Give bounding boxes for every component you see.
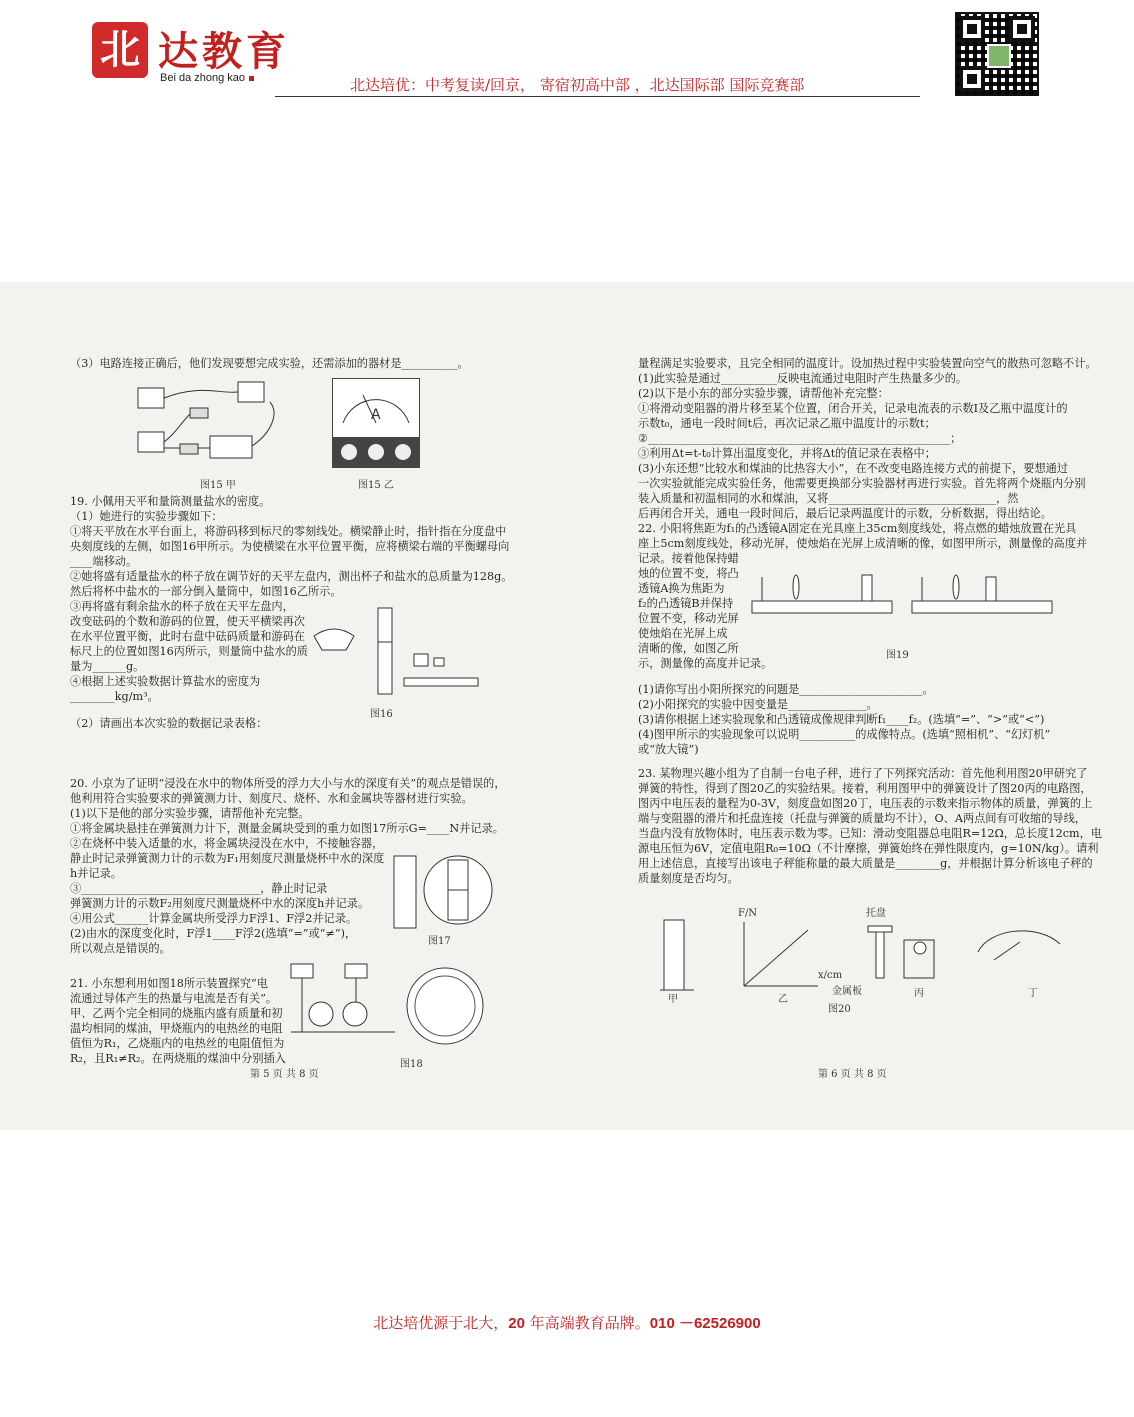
- qr-code-icon: [955, 12, 1039, 96]
- figure-20-electronic-scale: [658, 908, 1063, 1005]
- text-line: 透镜A换为焦距为: [638, 582, 725, 595]
- text-line: 在水平位置平衡，此时右盘中砝码质量和游码在: [70, 630, 305, 643]
- text-line: 端与变阻器的滑片和托盘连接（托盘与弹簧的质量均不计），O、A两点间有可收缩的导线，: [638, 812, 1086, 825]
- text-line: 央刻度线的左侧，如图16甲所示。为使横梁在水平位置平衡，应将横梁右端的平衡螺母向: [70, 540, 510, 553]
- text-line: 值恒为R₁，乙烧瓶内的电热丝的电阻值恒为: [70, 1037, 285, 1050]
- text-line: ____端移动。: [70, 555, 138, 568]
- text-line: ③________________________________，静止时记录: [70, 882, 328, 895]
- figure-17-caption: 图17: [428, 936, 451, 947]
- svg-text:A: A: [371, 407, 381, 423]
- figure-20-caption: 图20: [828, 1004, 851, 1015]
- text-line: ①将滑动变阻器的滑片移至某个位置，闭合开关，记录电流表的示数I及乙瓶中温度计的: [638, 402, 1068, 415]
- text-line: 22. 小阳将焦距为f₁的凸透镜A固定在光具座上35cm刻度线处，将点燃的蜡烛放置在光具: [638, 522, 1077, 535]
- text-line: 烛的位置不变，将凸: [638, 567, 739, 580]
- text-line: 图丙中电压表的量程为0-3V，刻度盘如图20丁，电压表的示数来指示物体的质量，弹簧的上: [638, 797, 1093, 810]
- text-line: 20. 小京为了证明“浸没在水中的物体所受的浮力大小与水的深度有关”的观点是错误的，: [70, 777, 506, 790]
- text-line: 然后将杯中盐水的一部分倒入量筒中，如图16乙所示。: [70, 585, 342, 598]
- text-line: 所以观点是错误的。: [70, 942, 171, 955]
- footer-slogan: 北达培优源于北大，20 年高端教育品牌。010 －62526900: [373, 1314, 761, 1332]
- circuit-diagram-icon: [120, 374, 300, 464]
- text-line: (4)图甲所示的实验现象可以说明__________的成像特点。(选填“照相机”、“幻灯机”: [638, 728, 1051, 741]
- text-line: h并记录。: [70, 867, 122, 880]
- logo-title: 达教育: [158, 28, 290, 75]
- text-line: 质量刻度是否均匀。: [638, 872, 739, 885]
- text-line: 温均相同的煤油，甲烧瓶内的电热丝的电阻: [70, 1022, 283, 1035]
- text-line: 他利用符合实验要求的弹簧测力计、刻度尺、烧杯、水和金属块等器材进行实验。: [70, 792, 473, 805]
- text-line: 21. 小东想利用如图18所示装置探究“电: [70, 977, 268, 990]
- text-line: R₂，且R₁≠R₂。在两烧瓶的煤油中分别插入: [70, 1052, 286, 1065]
- figure-16-balance-cylinder: [310, 602, 480, 700]
- text-line: 座上5cm刻度线处，移动光屏，使烛焰在光屏上成清晰的像，如图甲所示，测量像的高度并: [638, 537, 1088, 550]
- figure-20-ding-label: 丁: [1028, 988, 1038, 999]
- text-line: 量为______g。: [70, 660, 145, 673]
- text-line: 量程满足实验要求，且完全相同的温度计。设加热过程中实验装置向空气的散热可忽略不计。: [638, 357, 1097, 370]
- logo-mark: 北: [92, 22, 148, 78]
- text-line: (3)小东还想“比较水和煤油的比热容大小”，在不改变电路连接方式的前提下，要想通过: [638, 462, 1069, 475]
- page-number-left: 第 5 页 共 8 页: [250, 1069, 319, 1080]
- header-divider: [275, 96, 920, 97]
- text-line: 或“放大镜”): [638, 743, 699, 756]
- figure-19-optical-bench: [748, 565, 1058, 631]
- text-line: 后再闭合开关，通电一段时间后，最后记录两温度计的示数，分析数据，得出结论。: [638, 507, 1052, 520]
- logo-subtitle: Bei da zhong kao: [160, 72, 254, 84]
- text-line: ④用公式______计算金属块所受浮力F浮1、F浮2并记录。: [70, 912, 358, 925]
- text-line: 一次实验就能完成实验任务，他需要更换部分实验器材再进行实验。首先将两个烧瓶内分别: [638, 477, 1086, 490]
- text-line: ②在烧杯中装入适量的水，将金属块浸没在水中，不接触容器，: [70, 837, 384, 850]
- text-line: 记录。接着他保持蜡: [638, 552, 739, 565]
- text-line: ②______________________________________________________；: [638, 432, 962, 445]
- text-line: 使烛焰在光屏上成: [638, 627, 728, 640]
- text-line: (2)以下是小东的部分实验步骤，请帮他补充完整：: [638, 387, 889, 400]
- text-line: 流通过导体产生的热量与电流是否有关”。: [70, 992, 278, 1005]
- figure-20-jia-label: 甲: [668, 994, 678, 1005]
- text-line: (2)小阳探究的实验中因变量是______________。: [638, 698, 878, 711]
- text-line: ①将天平放在水平台面上，将游码移到标尺的零刻线处。横梁静止时，指针指在分度盘中: [70, 525, 507, 538]
- text-line: 示数t₀，通电一段时间t后，再次记录乙瓶中温度计的示数t；: [638, 417, 936, 430]
- text-line: 19. 小佩用天平和量筒测量盐水的密度。: [70, 495, 271, 508]
- figure-15-jia-caption: 图15 甲: [200, 480, 236, 491]
- figure-20-plate-label: 金属板: [832, 986, 862, 997]
- text-line: 弹簧测力计的示数F₂用刻度尺测量烧杯中水的深度h并记录。: [70, 897, 370, 910]
- figure-20-bing-label: 丙: [914, 988, 924, 999]
- text-line: ②她将盛有适量盐水的杯子放在调节好的天平左盘内，测出杯子和盐水的总质量为128g。: [70, 570, 513, 583]
- text-line: ④根据上述实验数据计算盐水的密度为: [70, 675, 261, 688]
- figure-16-caption: 图16: [370, 709, 393, 720]
- text-line: 弹簧的特性，得到了图20乙的实验结果。接着，利用图甲中的弹簧设计了图20丙的电路图，: [638, 782, 1092, 795]
- text-line: （1）她进行的实验步骤如下：: [70, 510, 223, 523]
- page-number-right: 第 6 页 共 8 页: [818, 1069, 887, 1080]
- exam-page-6: [638, 282, 1102, 1130]
- exam-page-5: [70, 282, 513, 1130]
- text-line: 装入质量和初温相同的水和煤油，又将______________________________，然: [638, 492, 1019, 505]
- text-line: ________kg/m³。: [70, 690, 159, 703]
- figure-15-yi-ammeter: [332, 378, 420, 468]
- text-line: 静止时记录弹簧测力计的示数为F₁用刻度尺测量烧杯中水的深度: [70, 852, 385, 865]
- text-line: (1)请你写出小阳所探究的问题是______________________。: [638, 683, 934, 696]
- header-slogan: 北达培优：中考复读/回京， 寄宿初高中部 ，北达国际部 国际竞赛部: [350, 76, 805, 94]
- figure-18-heating-apparatus: [285, 962, 490, 1052]
- text-line: 甲、乙两个完全相同的烧瓶内盛有质量和初: [70, 1007, 283, 1020]
- figure-20-xcm-label: x/cm: [818, 970, 843, 981]
- figure-20-fn-label: F/N: [738, 908, 758, 919]
- figure-20-tray-label: 托盘: [866, 908, 886, 919]
- text-line: (2)由水的深度变化时，F浮1____F浮2(选填“=”或“≠”)，: [70, 927, 357, 940]
- figure-17-spring-scale: [388, 852, 498, 932]
- text-line: 源电压恒为6V，定值电阻R₀=10Ω（不计摩擦，弹簧始终在弹性限度内，g=10N/kg）。请利: [638, 842, 1099, 855]
- text-line: 23. 某物理兴趣小组为了自制一台电子秤，进行了下列探究活动：首先他利用图20甲研究了: [638, 767, 1088, 780]
- figure-20-yi-label: 乙: [778, 994, 788, 1005]
- text-line: （2）请画出本次实验的数据记录表格：: [70, 717, 268, 730]
- text-line: 示，测量像的高度并记录。: [638, 657, 773, 670]
- text-line: (1)以下是他的部分实验步骤，请帮他补充完整。: [70, 807, 310, 820]
- text-line: （3）电路连接正确后，他们发现要想完成实验，还需添加的器材是__________。: [70, 357, 469, 370]
- figure-18-caption: 图18: [400, 1059, 423, 1070]
- text-line: 清晰的像，如图乙所: [638, 642, 739, 655]
- scanned-exam-spread: [0, 282, 1134, 1130]
- text-line: 改变砝码的个数和游码的位置，使天平横梁再次: [70, 615, 305, 628]
- text-line: ①将金属块悬挂在弹簧测力计下，测量金属块受到的重力如图17所示G=____N并记录。: [70, 822, 504, 835]
- text-line: 当盘内没有放物体时，电压表示数为零。已知：滑动变阻器总电阻R=12Ω，总长度12cm，电: [638, 827, 1102, 840]
- text-line: (3)请你根据上述实验现象和凸透镜成像规律判断f₁____f₂。(选填“=”、“>”或“<”): [638, 713, 1045, 726]
- figure-19-caption: 图19: [886, 650, 909, 661]
- text-line: 用上述信息，直接写出该电子秤能称量的最大质量是________g，并根据计算分析该电子秤的: [638, 857, 1093, 870]
- text-line: ③再将盛有剩余盐水的杯子放在天平左盘内，: [70, 600, 294, 613]
- text-line: (1)此实验是通过__________反映电流通过电阻时产生热量多少的。: [638, 372, 968, 385]
- text-line: ③利用Δt=t-t₀计算出温度变化，并将Δt的值记录在表格中；: [638, 447, 936, 460]
- text-line: 标尺上的位置如图16丙所示，则量筒中盐水的质: [70, 645, 308, 658]
- text-line: f₂的凸透镜B并保持: [638, 597, 734, 610]
- figure-15-jia-circuit: [120, 374, 300, 464]
- text-line: 位置不变，移动光屏: [638, 612, 739, 625]
- figure-15-yi-caption: 图15 乙: [358, 480, 394, 491]
